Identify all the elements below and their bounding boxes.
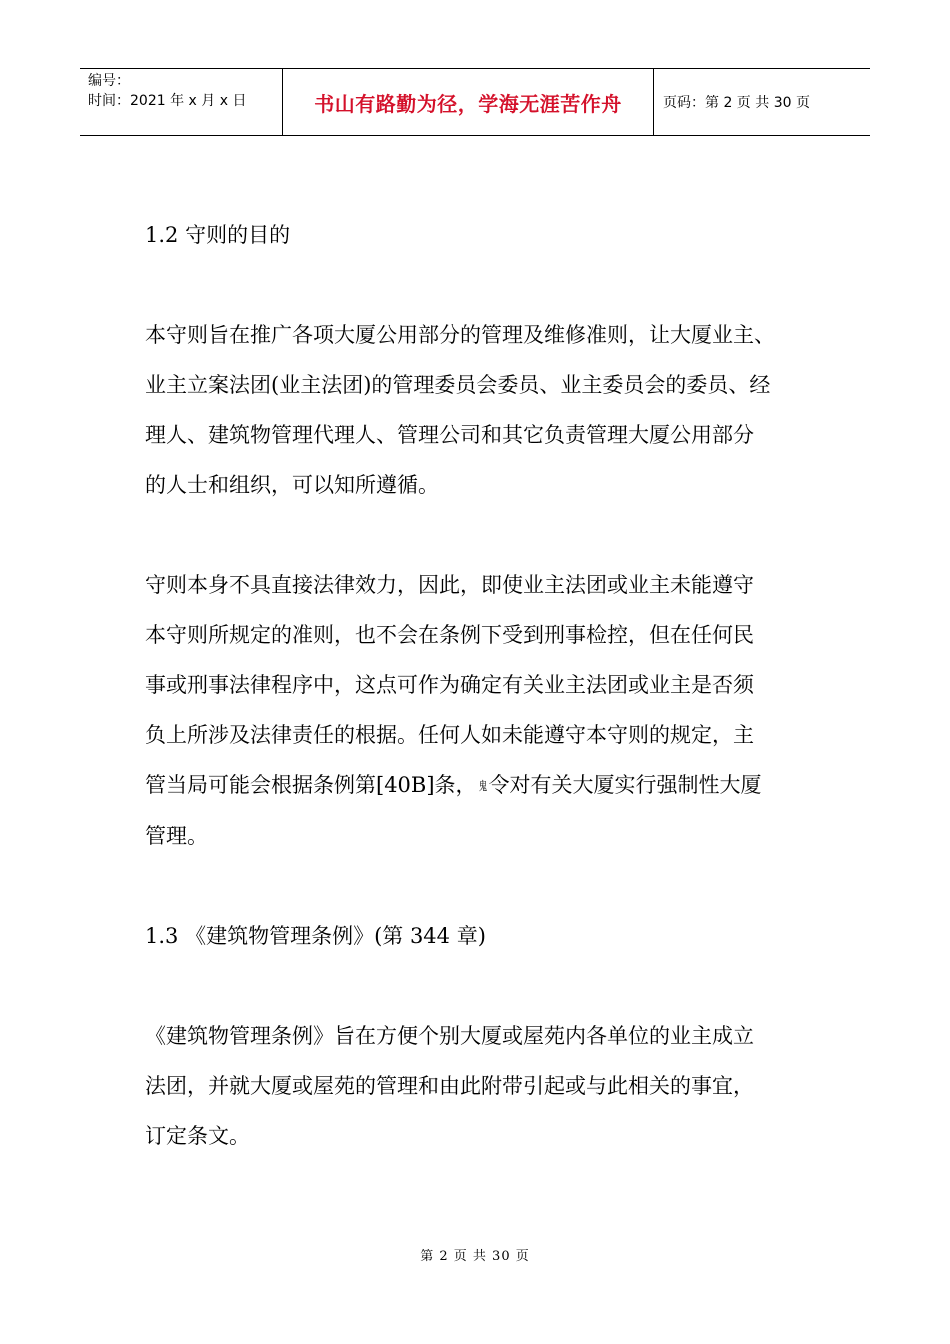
paragraph-line: 事或刑事法律程序中，这点可作为确定有关业主法团或业主是否须 <box>145 673 754 697</box>
page-footer: 第 2 页 共 30 页 <box>420 1249 530 1264</box>
paragraph-line <box>145 760 825 811</box>
paragraph-line: 管理。 <box>145 824 208 848</box>
paragraph-line: 《建筑物管理条例》旨在方便个别大厦或屋苑内各单位的业主成立 <box>145 1024 754 1048</box>
paragraph-purpose <box>145 310 825 510</box>
unknown-glyph: ⻤ <box>478 779 487 793</box>
paragraph-legal-effect <box>145 560 825 861</box>
paragraph-line: 法团，并就大厦或屋苑的管理和由此附带引起或与此相关的事宜， <box>145 1074 754 1098</box>
paragraph-line: 业主立案法团(业主法团)的管理委员会委员、业主委员会的委员、经 <box>145 373 771 397</box>
paragraph-ordinance <box>145 1011 825 1161</box>
line-segment: 管当局可能会根据条例第[40B]条， <box>145 773 477 797</box>
paragraph-line: 本守则旨在推广各项大厦公用部分的管理及维修准则，让大厦业主、 <box>145 323 775 347</box>
section-heading-1-2: 1.2 守则的目的 <box>145 223 291 247</box>
document-date-label: 时间：2021 年 x 月 x 日 <box>88 93 247 109</box>
paragraph-line: 理人、建筑物管理代理人、管理公司和其它负责管理大厦公用部分 <box>145 423 754 447</box>
paragraph-line: 负上所涉及法律责任的根据。任何人如未能遵守本守则的规定，主 <box>145 723 754 747</box>
paragraph-line: 订定条文。 <box>145 1124 250 1148</box>
paragraph-line: 守则本身不具直接法律效力，因此，即使业主法团或业主未能遵守 <box>145 573 754 597</box>
page-header <box>80 68 870 136</box>
line-segment: 令对有关大厦实行强制性大厦 <box>488 773 762 797</box>
header-page-info: 页码：第 2 页 共 30 页 <box>663 95 810 111</box>
header-motto: 书山有路勤为径，学海无涯苦作舟 <box>282 69 654 135</box>
section-heading-1-3: 1.3 《建筑物管理条例》(第 344 章) <box>145 924 486 948</box>
paragraph-line: 本守则所规定的准则，也不会在条例下受到刑事检控，但在任何民 <box>145 623 754 647</box>
header-meta <box>80 69 282 135</box>
paragraph-line: 的人士和组织，可以知所遵循。 <box>145 473 439 497</box>
document-number-label: 编号： <box>88 73 130 89</box>
document-body <box>145 210 825 1161</box>
